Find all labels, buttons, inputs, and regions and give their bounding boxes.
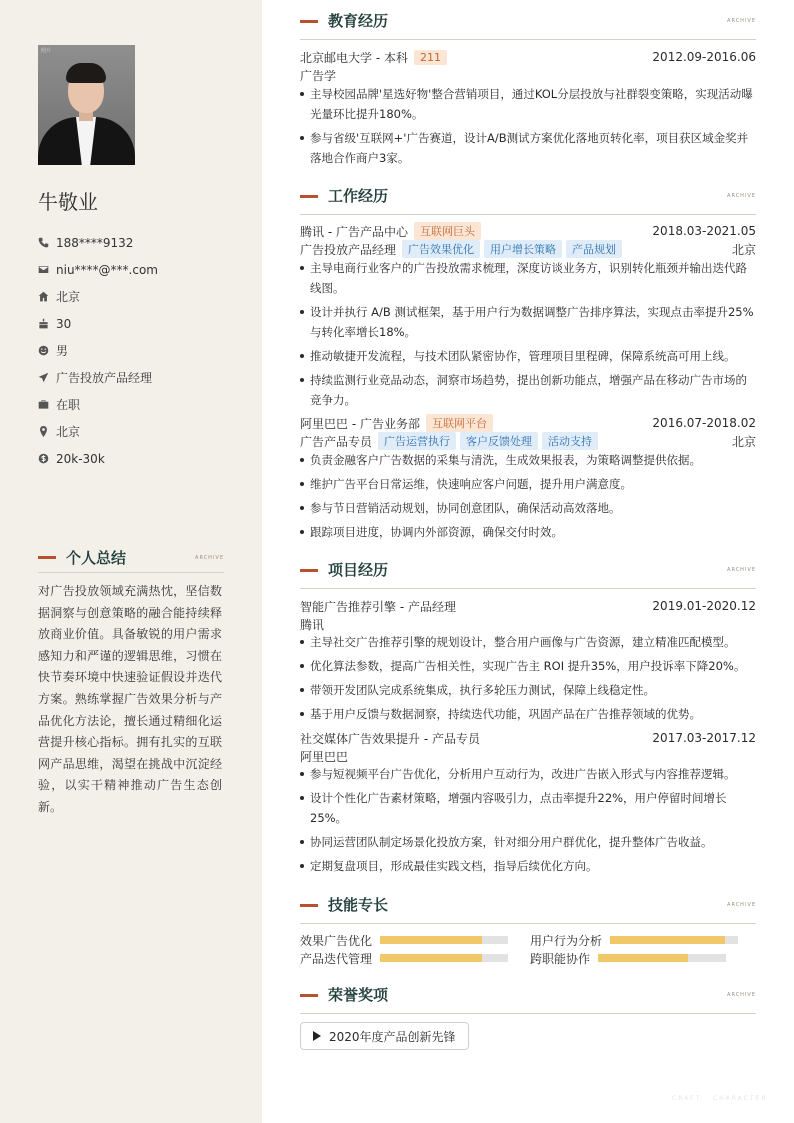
award-badge[interactable]	[300, 1022, 469, 1050]
list-item: 优化算法参数，提高广告相关性，实现广告主 ROI 提升35%，用户投诉率下降20%。	[300, 656, 756, 676]
info-salary-text: 20k-30k	[56, 451, 105, 466]
list-item: 跟踪项目进度，协调内外部资源，确保交付时效。	[300, 522, 756, 542]
education-header	[300, 10, 756, 40]
project-row	[300, 729, 756, 747]
skill-name: 产品迭代管理	[300, 951, 373, 966]
footer-watermark: CRAFT · CHARACTER	[672, 1095, 768, 1102]
money-icon	[38, 453, 49, 464]
mail-icon	[38, 264, 49, 275]
info-email	[38, 256, 158, 283]
list-item: 主导校园品牌'星选好物'整合营销项目，通过KOL分层投放与社群裂变策略，实现活动曝光量环比提升180%。	[300, 84, 756, 124]
job-tag: 互联网平台	[426, 414, 493, 432]
skill-track	[380, 954, 508, 962]
info-position-text: 广告投放产品经理	[56, 371, 153, 385]
archive-label: ARCHIVE	[727, 18, 756, 24]
job-city: 北京	[731, 434, 756, 449]
education-school: 北京邮电大学 - 本科	[300, 50, 408, 65]
play-triangle-icon	[313, 1031, 321, 1041]
info-location	[38, 418, 158, 445]
list-item: 推动敏捷开发流程，与技术团队紧密协作，管理项目里程碑，保障系统高可用上线。	[300, 346, 756, 366]
skill-level-fill	[380, 936, 482, 944]
education-major-row	[300, 66, 756, 84]
projects-header	[300, 559, 756, 589]
archive-label: ARCHIVE	[727, 992, 756, 998]
list-item: 参与节日营销活动规划，协同创意团队，确保活动高效落地。	[300, 498, 756, 518]
location-icon	[38, 426, 49, 437]
skill-name: 跨职能协作	[530, 951, 591, 966]
skill-chip: 客户反馈处理	[460, 432, 538, 450]
info-email-text: niu****@***.com	[56, 262, 158, 277]
skill-track	[598, 954, 726, 962]
info-age-text: 30	[56, 316, 72, 331]
archive-label: ARCHIVE	[727, 902, 756, 908]
project-bullets	[300, 632, 756, 728]
list-item: 参与短视频平台广告优化，分析用户互动行为，改进广告嵌入形式与内容推荐逻辑。	[300, 764, 756, 784]
list-item: 主导电商行业客户的广告投放需求梳理，深度访谈业务方，识别转化瓶颈并输出迭代路线图。	[300, 258, 756, 298]
list-item: 主导社交广告推荐引擎的规划设计，整合用户画像与广告资源，建立精准匹配模型。	[300, 632, 756, 652]
education-bullets	[300, 84, 756, 172]
info-gender	[38, 337, 158, 364]
education-major: 广告学	[300, 68, 337, 83]
project-org-row	[300, 615, 756, 633]
info-phone-text: 188****9132	[56, 235, 134, 250]
list-item: 协同运营团队制定场景化投放方案，针对细分用户群优化，提升整体广告收益。	[300, 832, 756, 852]
honors-header	[300, 984, 756, 1014]
skill-item	[530, 950, 726, 966]
honors-title: 荣誉奖项	[328, 986, 389, 1004]
job-role-row	[300, 432, 756, 450]
info-location-text: 北京	[56, 425, 81, 439]
work-header	[300, 185, 756, 215]
skill-item	[300, 950, 508, 966]
profile-photo	[38, 45, 135, 165]
job-company: 阿里巴巴 - 广告业务部	[300, 416, 420, 431]
archive-label: ARCHIVE	[727, 193, 756, 199]
education-title: 教育经历	[328, 12, 389, 30]
skill-track	[380, 936, 508, 944]
job-role-row	[300, 240, 756, 258]
job-bullets	[300, 450, 756, 546]
skills-title: 技能专长	[328, 896, 389, 914]
skill-level-fill	[380, 954, 482, 962]
project-row	[300, 597, 756, 615]
summary-header	[38, 543, 224, 573]
skills-header	[300, 894, 756, 924]
smile-icon	[38, 345, 49, 356]
skill-name: 效果广告优化	[300, 933, 373, 948]
list-item: 基于用户反馈与数据洞察，持续迭代功能，巩固产品在广告推荐领域的优势。	[300, 704, 756, 724]
list-item: 设计并执行 A/B 测试框架，基于用户行为数据调整广告排序算法，实现点击率提升25%与转化率增长18%。	[300, 302, 756, 342]
list-item: 设计个性化广告素材策略，增强内容吸引力，点击率提升22%，用户停留时间增长25%。	[300, 788, 756, 828]
sidebar	[0, 0, 262, 1123]
info-status-text: 在职	[56, 398, 81, 412]
cake-icon	[38, 318, 49, 329]
section-accent-bar	[300, 904, 318, 907]
phone-icon	[38, 237, 49, 248]
skill-chip: 用户增长策略	[484, 240, 562, 258]
skill-chip: 活动支持	[542, 432, 598, 450]
job-period: 2018.03-2021.05	[652, 224, 756, 238]
info-status	[38, 391, 158, 418]
info-home	[38, 283, 158, 310]
project-org: 阿里巴巴	[300, 749, 349, 764]
job-company: 腾讯 - 广告产品中心	[300, 224, 408, 239]
info-position	[38, 364, 158, 391]
education-tag: 211	[414, 50, 447, 65]
send-icon	[38, 372, 49, 383]
summary-text: 对广告投放领域充满热忱，坚信数据洞察与创意策略的融合能持续释放商业价值。具备敏锐的用户需求感知力和严谨的逻辑思维，习惯在快节奏环境中快速验证假设并迭代方案。熟练掌握广告效果分析与产品优化方法论，擅长通过精细化运营提升核心指标。拥有扎实的互联网产品思维，渴望在挑战中沉淀经验，以实干精神推动广告生态创新。	[38, 584, 222, 814]
job-row	[300, 414, 756, 432]
info-salary	[38, 445, 158, 472]
skill-item	[530, 932, 738, 948]
project-bullets	[300, 764, 756, 880]
project-org-row	[300, 747, 756, 765]
info-home-text: 北京	[56, 290, 81, 304]
candidate-name: 牛敬业	[38, 190, 98, 214]
info-age	[38, 310, 158, 337]
projects-title: 项目经历	[328, 561, 389, 579]
award-text: 2020年度产品创新先锋	[329, 1029, 456, 1044]
skill-chip: 广告效果优化	[402, 240, 480, 258]
info-gender-text: 男	[56, 344, 69, 358]
project-period: 2019.01-2020.12	[652, 599, 756, 613]
project-name: 社交媒体广告效果提升 - 产品专员	[300, 731, 480, 746]
project-org: 腾讯	[300, 617, 325, 632]
home-icon	[38, 291, 49, 302]
job-city: 北京	[731, 242, 756, 257]
work-title: 工作经历	[328, 187, 389, 205]
section-accent-bar	[300, 20, 318, 23]
summary-title: 个人总结	[66, 549, 127, 567]
list-item: 带领开发团队完成系统集成，执行多轮压力测试，保障上线稳定性。	[300, 680, 756, 700]
section-accent-bar	[300, 195, 318, 198]
info-phone	[38, 229, 158, 256]
list-item: 参与省级'互联网+'广告赛道，设计A/B测试方案优化落地页转化率，项目获区域金奖并落地合作商户3家。	[300, 128, 756, 168]
list-item: 定期复盘项目，形成最佳实践文档，指导后续优化方向。	[300, 856, 756, 876]
contact-info-list	[38, 229, 158, 472]
archive-label: ARCHIVE	[727, 567, 756, 573]
skill-item	[300, 932, 508, 948]
job-role: 广告投放产品经理	[300, 242, 397, 257]
skill-name: 用户行为分析	[530, 933, 603, 948]
project-name: 智能广告推荐引擎 - 产品经理	[300, 599, 456, 614]
job-role: 广告产品专员	[300, 434, 373, 449]
job-row	[300, 222, 756, 240]
skill-level-fill	[598, 954, 688, 962]
skill-chip: 产品规划	[566, 240, 622, 258]
education-period: 2012.09-2016.06	[652, 50, 756, 64]
list-item: 维护广告平台日常运维，快速响应客户问题，提升用户满意度。	[300, 474, 756, 494]
education-row	[300, 48, 756, 66]
archive-label: ARCHIVE	[195, 554, 224, 561]
job-period: 2016.07-2018.02	[652, 416, 756, 430]
skill-level-fill	[610, 936, 725, 944]
project-period: 2017.03-2017.12	[652, 731, 756, 745]
skill-chip: 广告运营执行	[378, 432, 456, 450]
section-accent-bar	[38, 556, 56, 559]
photo-tag: 照片	[41, 48, 52, 54]
section-accent-bar	[300, 994, 318, 997]
job-tag: 互联网巨头	[414, 222, 481, 240]
list-item: 负责金融客户广告数据的采集与清洗，生成效果报表，为策略调整提供依据。	[300, 450, 756, 470]
section-accent-bar	[300, 569, 318, 572]
job-bullets	[300, 258, 756, 414]
list-item: 持续监测行业竞品动态，洞察市场趋势，提出创新功能点，增强产品在移动广告市场的竞争力。	[300, 370, 756, 410]
briefcase-icon	[38, 399, 49, 410]
skill-track	[610, 936, 738, 944]
